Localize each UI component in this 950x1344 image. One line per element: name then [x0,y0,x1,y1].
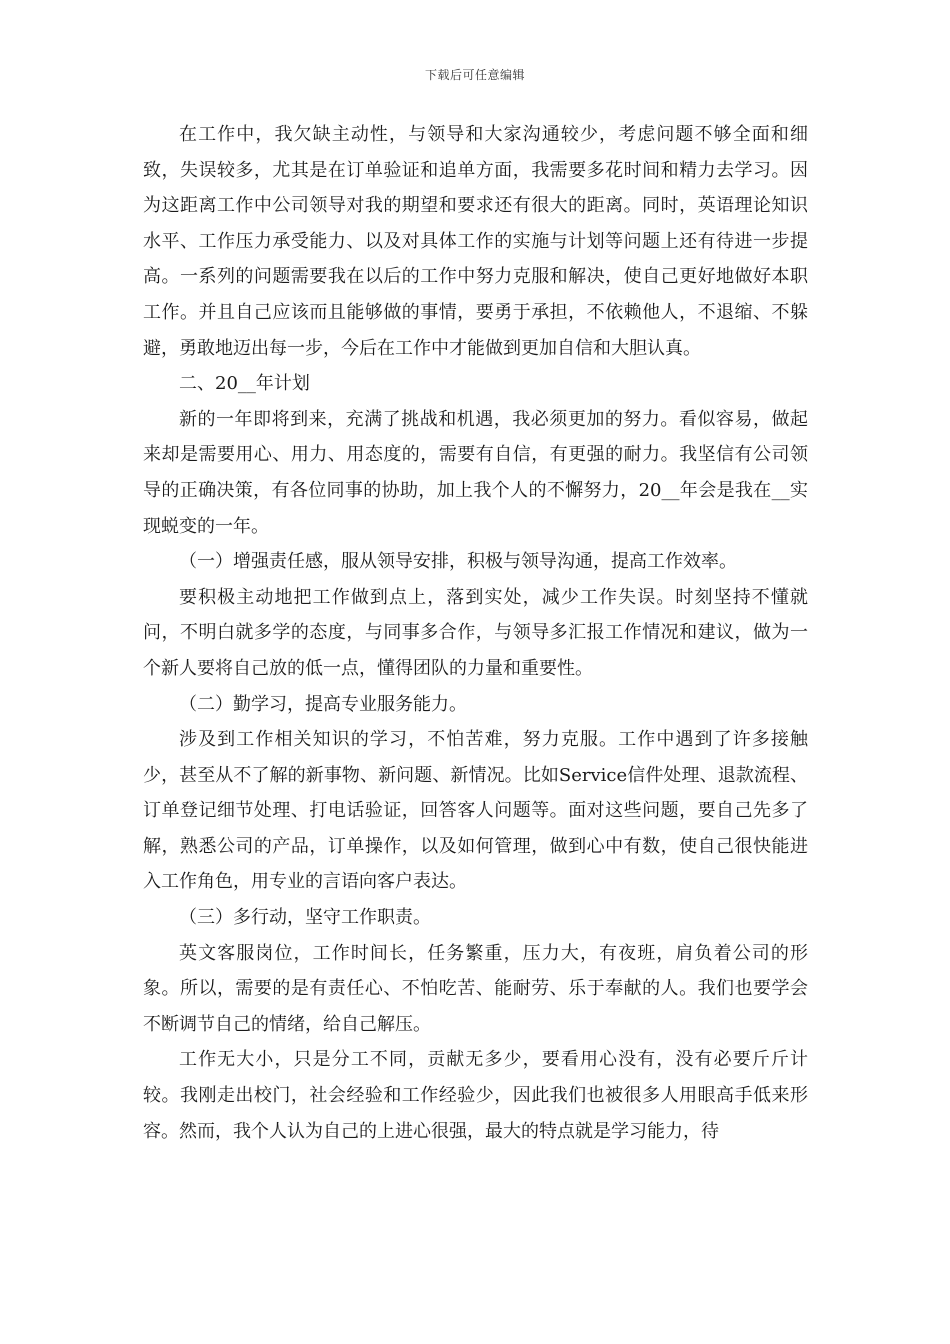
section-heading: 二、20__年计划 [179,373,310,395]
paragraph: 工作无大小，只是分工不同，贡献无多少，要看用心没有，没有必要斤斤计较。我刚走出校门，社会经验和工作经验少，因此我们也被很多人用眼高手低来形容。然而，我个人认为自己的上进心很强，最大的特点就是学习能力，待 [143,1049,808,1142]
paragraph: 要积极主动地把工作做到点上，落到实处，减少工作失误。时刻坚持不懂就问，不明白就多学的态度，与同事多合作，与领导多汇报工作情况和建议，做为一个新人要将自己放的低一点，懂得团队的力量和重要性。 [143,586,808,679]
subsection-heading: （一）增强责任感，服从领导安排，积极与领导沟通，提高工作效率。 [179,551,737,573]
paragraph: 涉及到工作相关知识的学习，不怕苦难，努力克服。工作中遇到了许多接触少，甚至从不了解的新事物、新问题、新情况。比如Service信件处理、退款流程、订单登记细节处理、打电话验证，回答客人问题等。面对这些问题，要自己先多了解，熟悉公司的产品，订单操作，以及如何管理，做到心中有数，使自己很快能进入工作角色，用专业的言语向客户表达。 [143,729,808,893]
paragraph: 新的一年即将到来，充满了挑战和机遇，我必须更加的努力。看似容易，做起来却是需要用心、用力、用态度的，需要有自信，有更强的耐力。我坚信有公司领导的正确决策，有各位同事的协助，加上我个人的不懈努力，20__年会是我在__实现蜕变的一年。 [143,408,808,537]
subsection-heading: （二）勤学习，提高专业服务能力。 [179,693,467,715]
page-header: 下载后可任意编辑 [424,68,525,82]
document-body [143,117,808,1149]
subsection-heading: （三）多行动，坚守工作职责。 [179,907,431,929]
paragraph: 英文客服岗位，工作时间长，任务繁重，压力大，有夜班，肩负着公司的形象。所以，需要的是有责任心、不怕吃苦、能耐劳、乐于奉献的人。我们也要学会不断调节自己的情绪，给自己解压。 [143,942,808,1035]
paragraph: 在工作中，我欠缺主动性，与领导和大家沟通较少，考虑问题不够全面和细致，失误较多，尤其是在订单验证和追单方面，我需要多花时间和精力去学习。因为这距离工作中公司领导对我的期望和要求还有很大的距离。同时，英语理论知识水平、工作压力承受能力、以及对具体工作的实施与计划等问题上还有待进一步提高。一系列的问题需要我在以后的工作中努力克服和解决，使自己更好地做好本职工作。并且自己应该而且能够做的事情，要勇于承担，不依赖他人，不退缩、不躲避，勇敢地迈出每一步，今后在工作中才能做到更加自信和大胆认真。 [143,124,808,359]
